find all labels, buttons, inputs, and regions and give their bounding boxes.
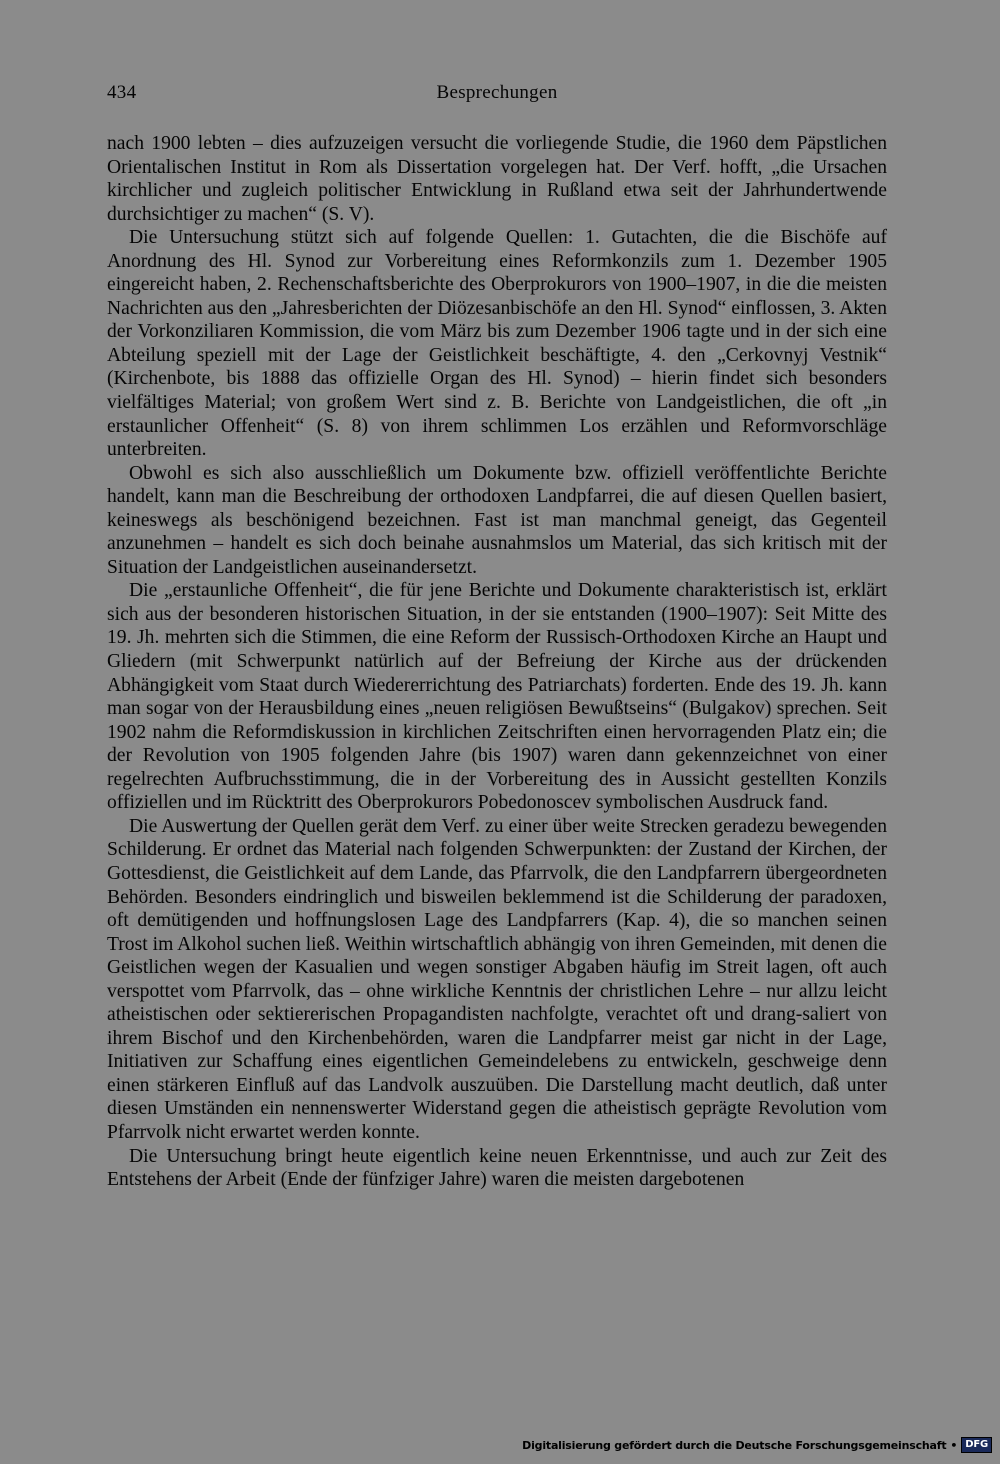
paragraph-1: nach 1900 lebten – dies aufzuzeigen versucht die vorliegende Studie, die 1960 dem Päpstlichen Orientalischen Institut in Rom als Dissertation vorgelegen hat. Der Verf. hofft, „die Ursachen kirchlicher und zugleich politischer Entwicklung in Rußland etwa seit der Jahrhundertwende durchsichtiger zu machen“ (S. V).: [107, 133, 887, 225]
page-header: [107, 82, 887, 112]
digitization-credit: Digitalisierung gefördert durch die Deutsche Forschungsgemeinschaft: [522, 1438, 947, 1452]
paragraph-3: Obwohl es sich also ausschließlich um Dokumente bzw. offiziell veröffentlichte Berichte handelt, kann man die Beschreibung der orthodoxen Landpfarrei, die auf diesen Quellen basiert, keineswegs als beschönigend bezeichnen. Fast ist man manchmal geneigt, das Gegenteil anzunehmen – handelt es sich doch beinahe ausnahmslos um Material, das sich kritisch mit der Situation der Landgeistlichen auseinandersetzt.: [107, 462, 887, 578]
paragraph-6: Die Untersuchung bringt heute eigentlich keine neuen Erkenntnisse, und auch zur Zeit des Entstehens der Arbeit (Ende der fünfziger Jahre) waren die meisten dargebotenen: [107, 1145, 887, 1191]
footer-separator: •: [950, 1438, 958, 1452]
running-head: Besprechungen: [436, 82, 558, 103]
paragraph-5: Die Auswertung der Quellen gerät dem Verf. zu einer über weite Strecken geradezu bewegenden Schilderung. Er ordnet das Material nach folgenden Schwerpunkten: der Zustand der Kirchen, der Gottesdienst, die Geistlichkeit auf dem Lande, das Pfarrvolk, die den Landpfarrern übergeordneten Behörden. Besonders eindringlich und bisweilen beklemmend ist die Schilderung der paradoxen, oft demütigenden und hoffnungslosen Lage des Landpfarrers (Kap. 4), die so manchen seinen Trost im Alkohol suchen ließ. Weithin wirtschaftlich abhängig von ihren Gemeinden, mit denen die Geistlichen wegen der Kasualien und wegen sonstiger Abgaben häufig im Streit lagen, oft auch verspottet vom Pfarrvolk, das – ohne wirkliche Kenntnis der christlichen Lehre – nur allzu leicht atheistischen oder sektiererischen Propagandisten nachfolgte, verachtet oft und drang-saliert von ihrem Bischof und den Kirchenbehörden, waren die Landpfarrer meist gar nicht in der Lage, Initiativen zur Schaffung eines eigentlichen Gemeindelebens zu entwickeln, geschweige denn einen stärkeren Einfluß auf das Landvolk auszuüben. Die Darstellung macht deutlich, daß unter diesen Umständen ein nennenswerter Widerstand gegen die atheistisch geprägte Revolution vom Pfarrvolk nicht erwartet werden konnte.: [107, 815, 887, 1143]
paragraph-4: Die „erstaunliche Offenheit“, die für jene Berichte und Dokumente charakteristisch ist, erklärt sich aus der besonderen historischen Situation, in der sie entstanden (1900–1907): Seit Mitte des 19. Jh. mehrten sich die Stimmen, die eine Reform der Russisch-Orthodoxen Kirche an Haupt und Gliedern (mit Schwerpunkt natürlich auf der Befreiung der Kirche aus der drückenden Abhängigkeit vom Staat durch Wiedererrichtung des Patriarchats) forderten. Ende des 19. Jh. kann man sogar von der Herausbildung eines „neuen religiösen Bewußtseins“ (Bulgakov) sprechen. Seit 1902 nahm die Reformdiskussion in kirchlichen Zeitschriften einen hervorragenden Platz ein; die der Revolution von 1905 folgenden Jahre (bis 1907) waren dann gekennzeichnet von einer regelrechten Aufbruchsstimmung, die in der Vorbereitung des in Aussicht gestellten Konzils offiziellen und im Rücktritt des Oberprokurors Pobedonoscev symbolischen Ausdruck fand.: [107, 580, 887, 814]
paragraph-2: Die Untersuchung stützt sich auf folgende Quellen: 1. Gutachten, die die Bischöfe auf Anordnung des Hl. Synod zur Vorbereitung eines Reformkonzils zum 1. Dezember 1905 eingereicht haben, 2. Rechenschaftsberichte des Oberprokurors von 1900–1907, in die die meisten Nachrichten aus den „Jahresberichten der Diözesanbischöfe an den Hl. Synod“ einflossen, 3. Akten der Vorkonziliaren Kommission, die vom März bis zum Dezember 1906 tagte und in der sich eine Abteilung speziell mit der Lage der Geistlichkeit beschäftigte, 4. den „Cerkovnyj Vestnik“ (Kirchenbote, bis 1888 das offizielle Organ des Hl. Synod) – hierin findet sich besonders vielfältiges Material; von großem Wert sind z. B. Berichte von Landgeistlichen, die oft „in erstaunlicher Offenheit“ (S. 8) von ihrem schlimmen Los erzählen und Reformvorschläge unterbreiten.: [107, 227, 887, 461]
page-number: 434: [107, 82, 137, 103]
body-text: [107, 132, 887, 1192]
digitization-footer: [522, 1436, 992, 1454]
dfg-logo-icon: DFG: [961, 1437, 992, 1453]
